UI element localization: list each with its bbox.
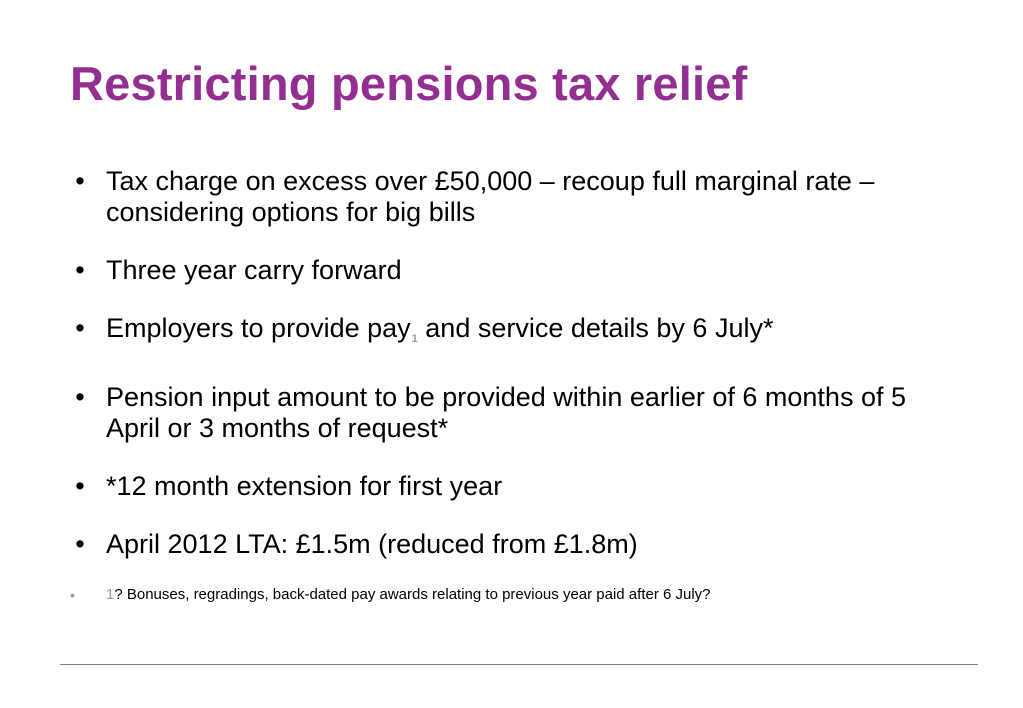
footer-divider [60, 664, 978, 665]
bullet-item [70, 255, 950, 286]
bullet-dot: • [75, 313, 85, 343]
bullet-list [70, 166, 950, 587]
bullet-item [70, 471, 950, 502]
footnote-marker: 1 [411, 333, 418, 345]
footnote-number: 1 [106, 586, 115, 603]
bullet-text: April 2012 LTA: £1.5m (reduced from £1.8m) [106, 529, 638, 559]
slide-title: Restricting pensions tax relief [70, 57, 748, 110]
bullet-dot: • [75, 529, 85, 559]
bullet-text: Three year carry forward [106, 255, 402, 285]
bullet-item [70, 382, 950, 444]
bullet-item [70, 166, 950, 228]
footnote-bullet: • [70, 587, 75, 603]
bullet-dot: • [75, 382, 85, 412]
bullet-text: *12 month extension for first year [106, 471, 503, 501]
bullet-text: Tax charge on excess over £50,000 – recoup full marginal rate – considering options for big bills [106, 166, 875, 227]
bullet-text-before: Employers to provide pay [106, 313, 411, 343]
bullet-dot: • [75, 255, 85, 285]
bullet-text: Pension input amount to be provided within earlier of 6 months of 5 April or 3 months of request* [106, 382, 906, 443]
bullet-text-after: and service details by 6 July* [417, 313, 774, 343]
bullet-item [70, 313, 950, 355]
bullet-item [70, 529, 950, 560]
footnote-text: ? Bonuses, regradings, back-dated pay awards relating to previous year paid after 6 July? [114, 586, 711, 603]
footnote [70, 585, 711, 605]
bullet-dot: • [75, 471, 85, 501]
bullet-dot: • [75, 166, 85, 196]
